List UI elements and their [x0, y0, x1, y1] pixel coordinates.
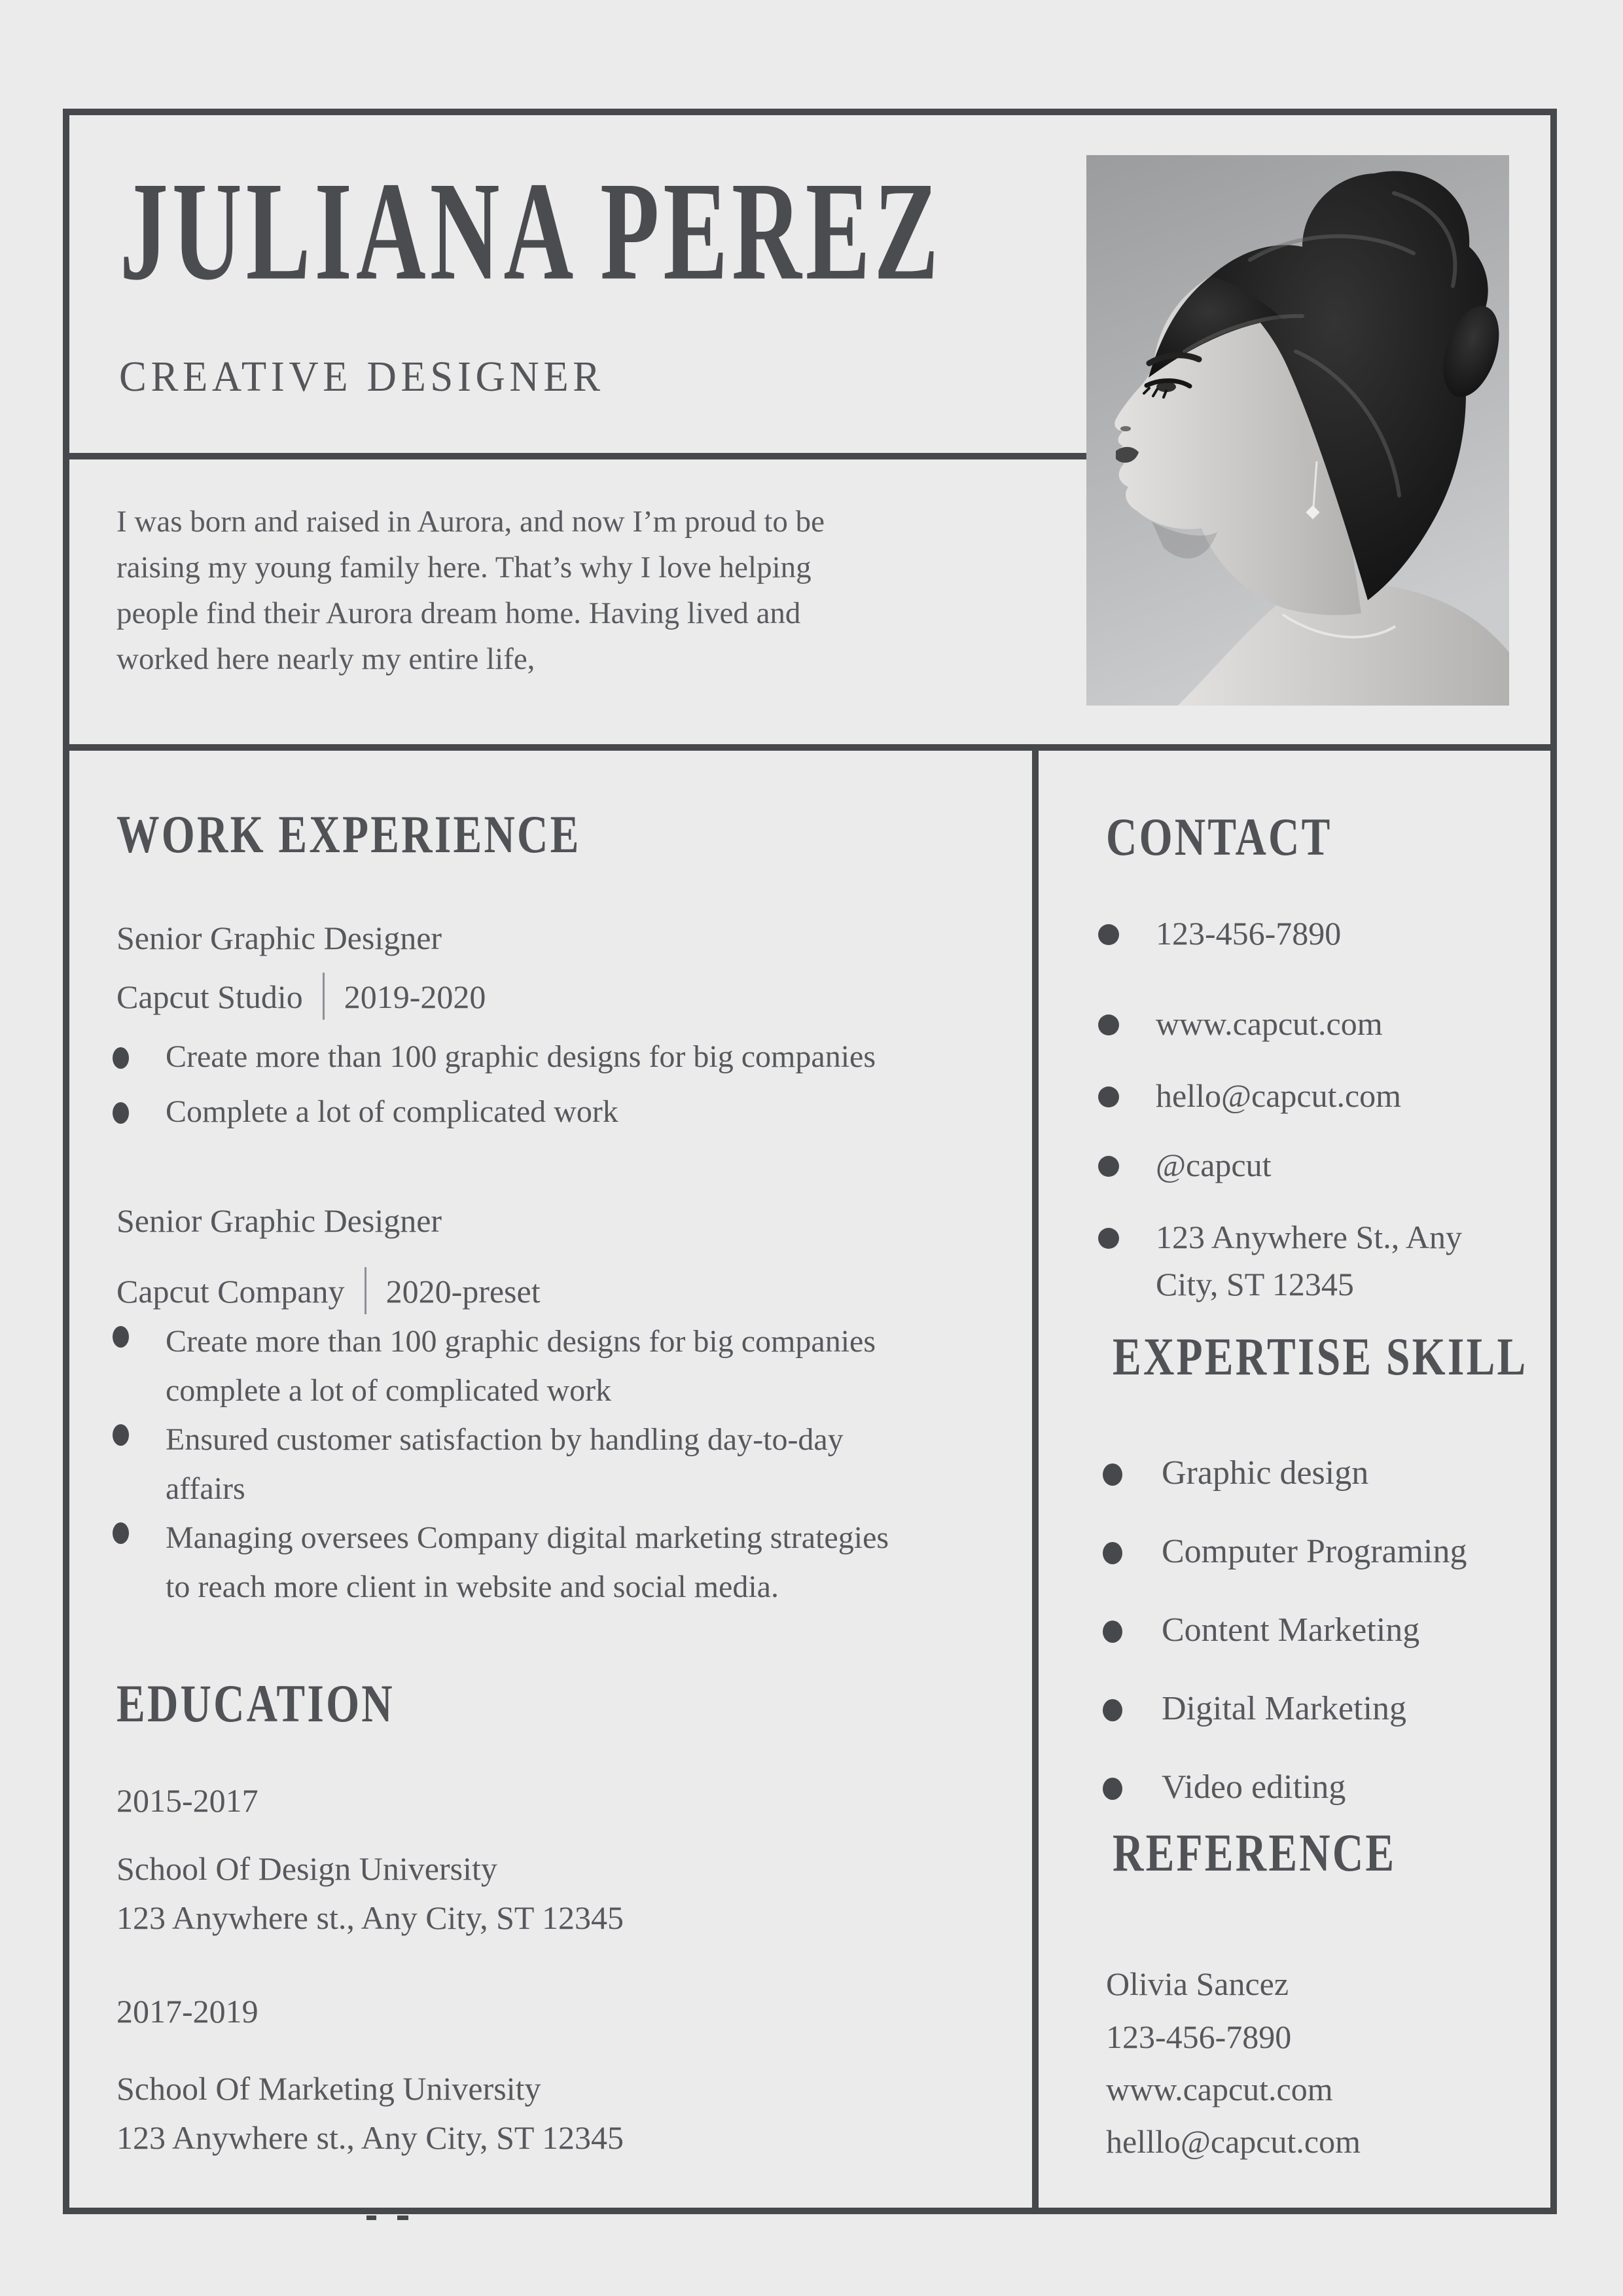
education-entry — [116, 1844, 624, 1943]
bullet-line: affairs — [166, 1471, 245, 1506]
bullet-line: Managing oversees Company digital marketing strategies — [166, 1520, 889, 1555]
job-title: Senior Graphic Designer — [116, 920, 442, 956]
contact-list — [1098, 910, 1491, 1308]
list-item — [1103, 1687, 1508, 1731]
work-experience-heading: WORK EXPERIENCE — [116, 804, 581, 864]
bullet-icon — [113, 1522, 129, 1544]
company-period-separator — [323, 973, 325, 1020]
bullet-text — [166, 1415, 844, 1513]
contact-website: www.capcut.com — [1156, 1005, 1383, 1042]
education-entry — [116, 2064, 624, 2162]
contact-heading: CONTACT — [1106, 807, 1332, 867]
education-address: 123 Anywhere st., Any City, ST 12345 — [116, 1899, 624, 1936]
education-school: School Of Design University — [116, 1850, 497, 1887]
job-period: 2020-preset — [385, 1273, 541, 1310]
reference-phone: 123-456-7890 — [1106, 2018, 1292, 2055]
job-bullet-list — [113, 1038, 1042, 1148]
contact-phone: 123-456-7890 — [1156, 915, 1342, 952]
list-item — [1098, 1000, 1491, 1047]
bullet-line: Create more than 100 graphic designs for big companies — [166, 1324, 876, 1359]
skills-list — [1103, 1452, 1508, 1844]
portrait-photo — [1086, 155, 1509, 706]
reference-email: helllo@capcut.com — [1106, 2123, 1361, 2160]
contact-address-line: City, ST 12345 — [1156, 1266, 1354, 1302]
bottom-crop-mark — [366, 2215, 376, 2220]
list-item — [113, 1093, 1042, 1131]
expertise-skill-heading: EXPERTISE SKILL — [1113, 1327, 1528, 1386]
education-period: 2017-2019 — [116, 1993, 259, 2030]
bullet-line: to reach more client in website and social media. — [166, 1570, 779, 1604]
list-item — [1098, 1072, 1491, 1119]
skill-label: Graphic design — [1162, 1454, 1369, 1492]
bio-line: raising my young family here. That’s why I love helping — [116, 550, 812, 584]
skill-label: Computer Programing — [1162, 1533, 1467, 1570]
reference-details — [1106, 2011, 1361, 2168]
skill-label: Content Marketing — [1162, 1611, 1420, 1649]
bullet-icon — [1098, 924, 1119, 945]
bullet-text — [166, 1317, 876, 1415]
list-item — [1098, 1213, 1491, 1308]
bullet-text — [166, 1513, 889, 1611]
nostril — [1120, 426, 1131, 431]
bullet-icon — [1103, 1463, 1122, 1486]
list-item — [113, 1038, 1042, 1076]
list-item — [113, 1415, 1042, 1513]
skill-label: Video editing — [1162, 1768, 1346, 1806]
person-name: JULIANA PEREZ — [120, 153, 943, 310]
education-school: School Of Marketing University — [116, 2070, 541, 2107]
list-item — [113, 1513, 1042, 1611]
list-item — [1103, 1609, 1508, 1652]
main-horizontal-divider — [69, 744, 1550, 751]
bio-line: worked here nearly my entire life, — [116, 642, 535, 676]
contact-address — [1156, 1213, 1462, 1308]
bullet-icon — [1103, 1699, 1122, 1721]
job-period: 2019-2020 — [344, 978, 486, 1015]
job-company-period — [116, 973, 486, 1020]
bullet-icon — [1098, 1156, 1119, 1177]
bottom-crop-mark — [397, 2215, 408, 2220]
bullet-icon — [113, 1424, 129, 1446]
contact-email: hello@capcut.com — [1156, 1077, 1402, 1114]
contact-social-handle: @capcut — [1156, 1147, 1272, 1183]
reference-heading: REFERENCE — [1113, 1823, 1397, 1882]
bullet-icon — [1098, 1014, 1119, 1035]
list-item — [113, 1317, 1042, 1415]
bio-line: people find their Aurora dream home. Having lived and — [116, 596, 801, 630]
bullet-icon — [113, 1047, 129, 1069]
header-divider-line — [69, 453, 1086, 459]
job-company: Capcut Studio — [116, 978, 303, 1015]
bullet-icon — [1103, 1542, 1122, 1564]
bullet-text: Complete a lot of complicated work — [166, 1094, 618, 1129]
reference-website: www.capcut.com — [1106, 2071, 1333, 2108]
list-item — [1103, 1530, 1508, 1573]
job-company-period — [116, 1267, 541, 1314]
bullet-icon — [1103, 1778, 1122, 1800]
education-heading: EDUCATION — [116, 1674, 395, 1733]
list-item — [1098, 1141, 1491, 1189]
company-period-separator — [365, 1267, 366, 1314]
bio-paragraph — [116, 499, 1046, 682]
bullet-icon — [113, 1102, 129, 1124]
list-item — [1103, 1452, 1508, 1495]
bullet-icon — [1098, 1086, 1119, 1107]
person-role: CREATIVE DESIGNER — [119, 353, 605, 401]
bio-line: I was born and raised in Aurora, and now I’m proud to be — [116, 505, 825, 539]
list-item — [1103, 1766, 1508, 1809]
education-period: 2015-2017 — [116, 1782, 259, 1819]
list-item — [1098, 910, 1491, 957]
portrait-illustration — [1086, 155, 1509, 706]
bullet-text: Create more than 100 graphic designs for big companies — [166, 1039, 876, 1074]
education-address: 123 Anywhere st., Any City, ST 12345 — [116, 2119, 624, 2156]
bullet-icon — [1103, 1621, 1122, 1643]
job-company: Capcut Company — [116, 1273, 345, 1310]
bullet-icon — [113, 1326, 129, 1348]
bullet-line: Ensured customer satisfaction by handling day-to-day — [166, 1422, 844, 1457]
contact-address-line: 123 Anywhere St., Any — [1156, 1219, 1463, 1255]
job-bullet-list — [113, 1317, 1042, 1611]
bullet-icon — [1098, 1228, 1119, 1249]
job-title: Senior Graphic Designer — [116, 1202, 442, 1239]
skill-label: Digital Marketing — [1162, 1690, 1407, 1727]
bullet-line: complete a lot of complicated work — [166, 1373, 612, 1408]
reference-name: Olivia Sancez — [1106, 1965, 1289, 2002]
